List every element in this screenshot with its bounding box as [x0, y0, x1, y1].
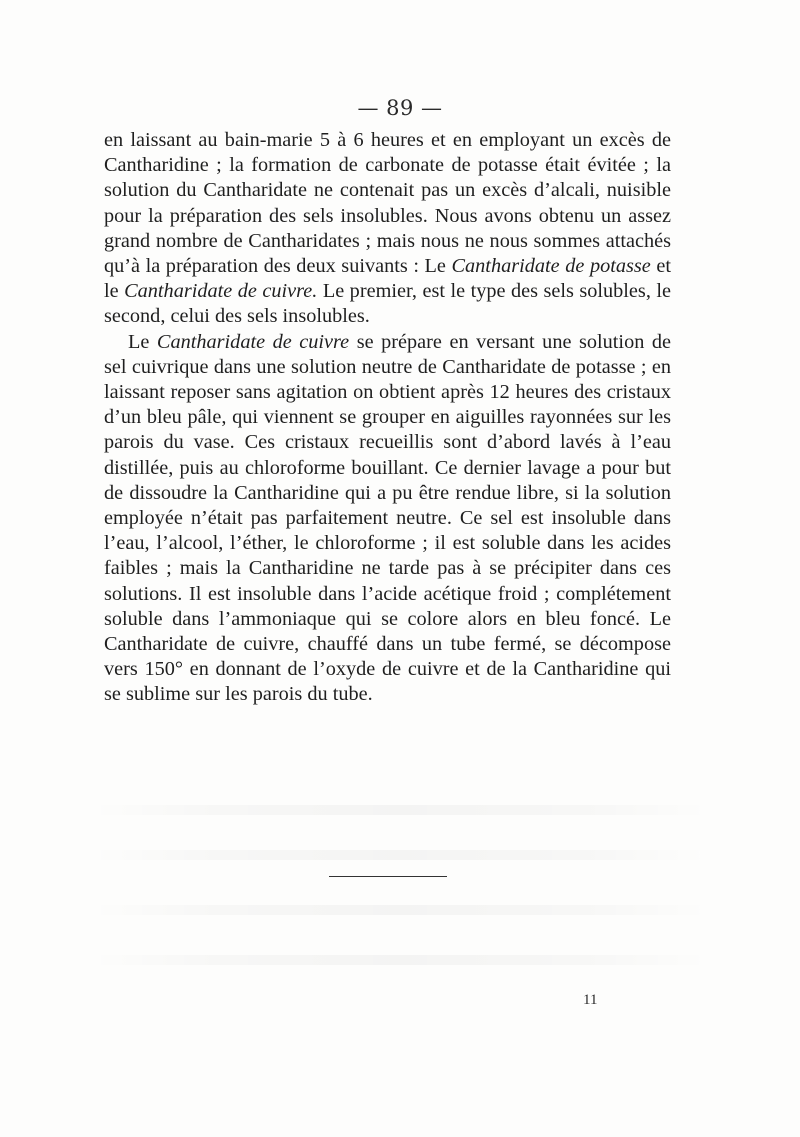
- show-through-shadow: [90, 905, 710, 915]
- body-text: [104, 128, 671, 708]
- italic-term: Cantharidate de potasse: [451, 255, 651, 278]
- paragraph-1: [104, 128, 671, 330]
- show-through-shadow: [90, 805, 710, 815]
- text-run: en laissant au bain-marie 5 à 6 heures et en employant un excès de Cantharidine ; la formation de carbonate de potasse était évitée ; la solution du Cantharidate ne contenait pas un excès d’alcali, nuisible pour la préparation des sels insolubles. Nous avons obtenu un assez grand nombre de Cantharidates ; mais nous ne nous sommes attachés qu’à la préparation des deux suivants : Le: [104, 129, 671, 278]
- text-run: et le: [104, 255, 671, 303]
- show-through-shadow: [90, 955, 710, 965]
- text-run: se prépare en versant une solution de sel cuivrique dans une solution neutre de Cantharidate de potasse ; en laissant reposer sans agitation on obtient après 12 heures des cristaux d’un bleu pâle, qui viennent se grouper en aiguilles rayonnées sur les parois du vase. Ces cristaux recueillis sont d’abord lavés à l’eau distillée, puis au chloroforme bouillant. Ce dernier lavage a pour but de dissoudre la Cantharidine qui a pu être rendue libre, si la solution employée n’était pas parfaitement neutre. Ce sel est insoluble dans l’eau, l’alcool, l’éther, le chloroforme ; il est soluble dans les acides faibles ; mais la Cantharidine ne tarde pas à se précipiter dans ces solutions. Il est insoluble dans l’acide acétique froid ; complétement soluble dans l’ammoniaque qui se colore alors en bleu foncé. Le Cantharidate de cuivre, chauffé dans un tube fermé, se décompose vers 150° en donnant de l’oxyde de cuivre et de la Cantharidine qui se sublime sur les parois du tube.: [104, 330, 672, 706]
- italic-term: Cantharidate de cuivre.: [124, 280, 318, 303]
- text-run: Le premier, est le type des sels solubles, le second, celui des sels insolubles.: [104, 280, 671, 328]
- show-through-shadow: [90, 850, 710, 860]
- paragraph-2: [104, 330, 671, 708]
- italic-term: Cantharidate de cuivre: [156, 330, 350, 353]
- text-run: Le: [128, 330, 157, 353]
- signature-mark: 11: [583, 992, 598, 1008]
- section-divider: [329, 876, 447, 877]
- page-number: — 89 —: [357, 96, 443, 120]
